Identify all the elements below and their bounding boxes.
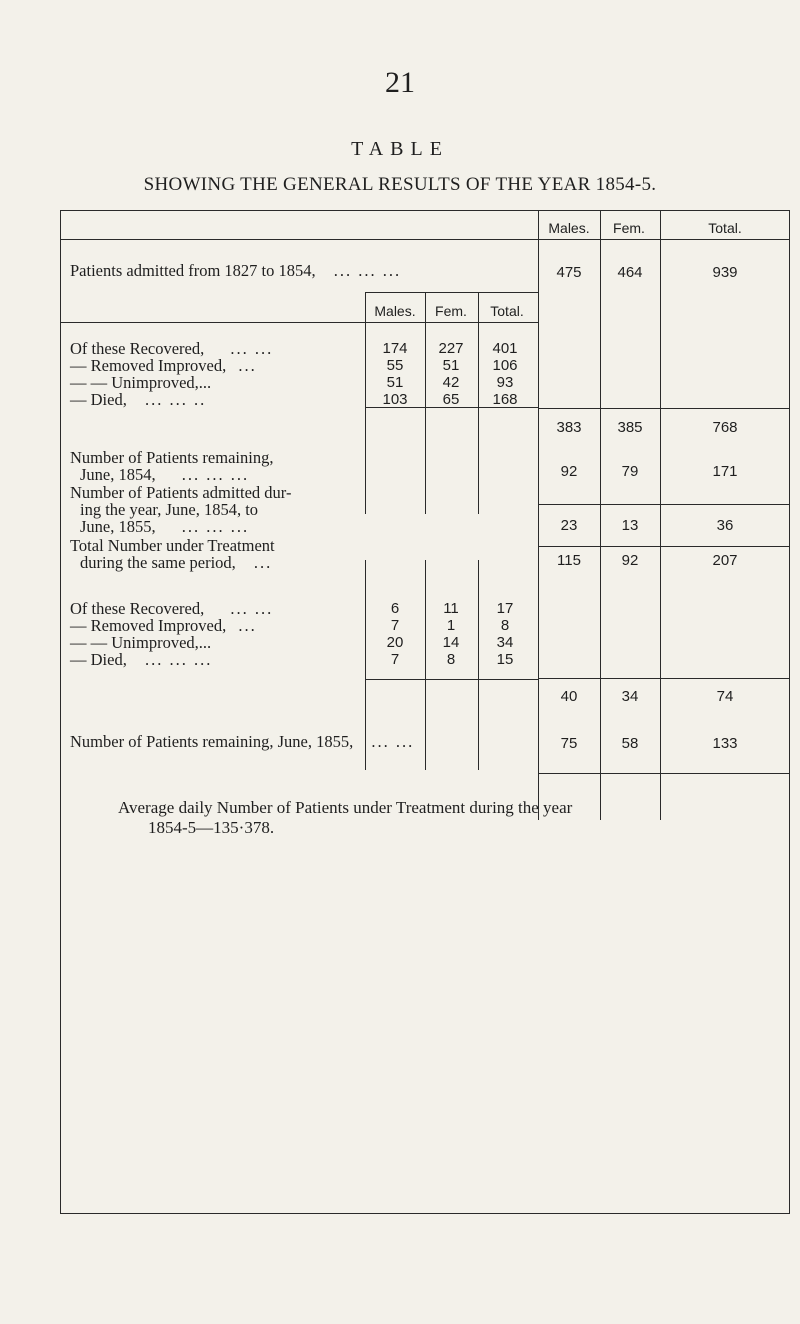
- o2-recovered-males: 6: [390, 600, 400, 617]
- sum1-rule: [538, 408, 790, 409]
- o1-died-males: 103: [382, 391, 408, 408]
- remaining-1855-dots: ... ...: [371, 732, 415, 751]
- treatment-dots: ...: [253, 553, 273, 572]
- o2-sum-males: 40: [560, 688, 578, 705]
- outcome2-improved-text: — Removed Improved,: [70, 616, 227, 635]
- table-title: TABLE: [351, 138, 449, 160]
- remaining-1855-fem: 58: [621, 735, 639, 752]
- outcome1-improved-text: — Removed Improved,: [70, 356, 227, 375]
- remaining-1854-males: 92: [560, 463, 578, 480]
- o1-recovered-males: 174: [382, 340, 408, 357]
- o1-died-total: 168: [492, 391, 518, 408]
- o2-sum-fem: 34: [621, 688, 639, 705]
- o2-unimproved-total: 34: [496, 634, 514, 651]
- header-fem: Fem.: [613, 220, 645, 236]
- o2-died-total: 15: [496, 651, 514, 668]
- o1-unimproved-fem: 42: [442, 374, 460, 391]
- o2-improved-total: 8: [500, 617, 510, 634]
- outcome2-unimproved-text: — — Unimproved,...: [70, 633, 212, 652]
- o1-improved-total: 106: [492, 357, 518, 374]
- admitted-fem: 464: [617, 264, 643, 281]
- o1-died-fem: 65: [442, 391, 460, 408]
- o2-recovered-fem: 11: [443, 600, 459, 617]
- treatment-line1: Total Number under Treatment: [70, 536, 275, 555]
- main-divider-2: [600, 210, 601, 820]
- admitted-year-fem: 13: [621, 517, 639, 534]
- admitted-dots: ... ... ...: [333, 261, 402, 280]
- o2-improved-fem: 1: [446, 617, 456, 634]
- o1-sum-total: 768: [712, 419, 738, 436]
- sub2-bottom-rule: [365, 679, 539, 680]
- o1-sum-fem: 385: [617, 419, 643, 436]
- admitted-year-total: 36: [716, 517, 734, 534]
- o2-unimproved-males: 20: [386, 634, 404, 651]
- header-males: Males.: [548, 220, 590, 236]
- outcome1-recovered-dots: ... ...: [230, 339, 274, 358]
- table-right-rule: [789, 210, 790, 1214]
- treatment-line2: [80, 554, 272, 572]
- remaining-1854-date: June, 1854,: [80, 465, 156, 484]
- admitted-year-line3: [80, 518, 249, 536]
- o2-improved-males: 7: [390, 617, 400, 634]
- admitted-year-line2: ing the year, June, 1854, to: [80, 500, 259, 519]
- treatment-period: during the same period,: [80, 553, 236, 572]
- outcome2-label-died: [70, 651, 212, 669]
- rule-after-admitted: [538, 504, 790, 505]
- sub1-top-rule: [365, 292, 539, 293]
- o2-unimproved-fem: 14: [442, 634, 460, 651]
- remaining-1854-line2: [80, 466, 249, 484]
- o2-died-males: 7: [390, 651, 400, 668]
- o1-recovered-total: 401: [492, 340, 518, 357]
- page-number: 21: [385, 66, 415, 99]
- main-divider-1: [538, 210, 539, 820]
- o1-improved-males: 55: [386, 357, 404, 374]
- average-line2: 1854-5—135·378.: [148, 818, 275, 837]
- remaining-1855-total: 133: [712, 735, 738, 752]
- outcome1-unimproved-text: — — Unimproved,...: [70, 373, 212, 392]
- average-line1: Average daily Number of Patients under Treatment during the year: [118, 798, 573, 817]
- remaining-1854-fem: 79: [621, 463, 639, 480]
- sum2-rule: [538, 678, 790, 679]
- outcome2-died-dots: ... ... ...: [144, 650, 213, 669]
- remaining-1854-dots: ... ... ...: [181, 465, 250, 484]
- o1-unimproved-males: 51: [386, 374, 404, 391]
- admitted-males: 475: [556, 264, 582, 281]
- outcome2-recovered-dots: ... ...: [230, 599, 274, 618]
- outcome1-label-died: [70, 391, 206, 409]
- o2-recovered-total: 17: [496, 600, 514, 617]
- outcome2-recovered-text: Of these Recovered,: [70, 599, 205, 618]
- admitted-total: 939: [712, 264, 738, 281]
- o2-sum-total: 74: [716, 688, 734, 705]
- header-total: Total.: [708, 220, 742, 236]
- remaining-1855: [70, 733, 414, 751]
- table-bottom-rule: [60, 1213, 790, 1214]
- remaining-1855-males: 75: [560, 735, 578, 752]
- treatment-males: 115: [557, 552, 581, 569]
- outcome1-died-text: — Died,: [70, 390, 127, 409]
- final-rule: [538, 773, 790, 774]
- admitted-label-text: Patients admitted from 1827 to 1854,: [70, 261, 316, 280]
- admitted-year-males: 23: [560, 517, 578, 534]
- o1-sum-males: 383: [556, 419, 582, 436]
- sub1-header-total: Total.: [490, 303, 524, 319]
- outcome2-died-text: — Died,: [70, 650, 127, 669]
- admitted-year-date: June, 1855,: [80, 517, 156, 536]
- o1-improved-fem: 51: [442, 357, 460, 374]
- rule-after-treatment: [538, 546, 790, 547]
- outcome1-died-dots: ... ... ..: [144, 390, 207, 409]
- sub1-header-males: Males.: [374, 303, 416, 319]
- remaining-1855-label: Number of Patients remaining, June, 1855,: [70, 732, 354, 751]
- treatment-fem: 92: [621, 552, 639, 569]
- sub1-header-rule: [60, 322, 539, 323]
- treatment-total: 207: [712, 552, 738, 569]
- table-subtitle: SHOWING THE GENERAL RESULTS OF THE YEAR 1854-5.: [143, 174, 657, 195]
- main-divider-3: [660, 210, 661, 820]
- o1-recovered-fem: 227: [438, 340, 464, 357]
- admitted-year-dots: ... ... ...: [181, 517, 250, 536]
- admitted-label: [70, 262, 401, 280]
- table-left-rule: [60, 210, 61, 1214]
- outcome1-recovered-text: Of these Recovered,: [70, 339, 205, 358]
- header-rule: [60, 239, 790, 240]
- o1-unimproved-total: 93: [496, 374, 514, 391]
- table-top-rule: [60, 210, 790, 211]
- outcome1-improved-dots: ...: [238, 356, 257, 375]
- remaining-1854-total: 171: [712, 463, 738, 480]
- admitted-year-line1: Number of Patients admitted dur-: [70, 483, 292, 502]
- outcome2-improved-dots: ...: [238, 616, 257, 635]
- sub1-header-fem: Fem.: [435, 303, 467, 319]
- remaining-1854-line1: Number of Patients remaining,: [70, 448, 274, 467]
- o2-died-fem: 8: [446, 651, 456, 668]
